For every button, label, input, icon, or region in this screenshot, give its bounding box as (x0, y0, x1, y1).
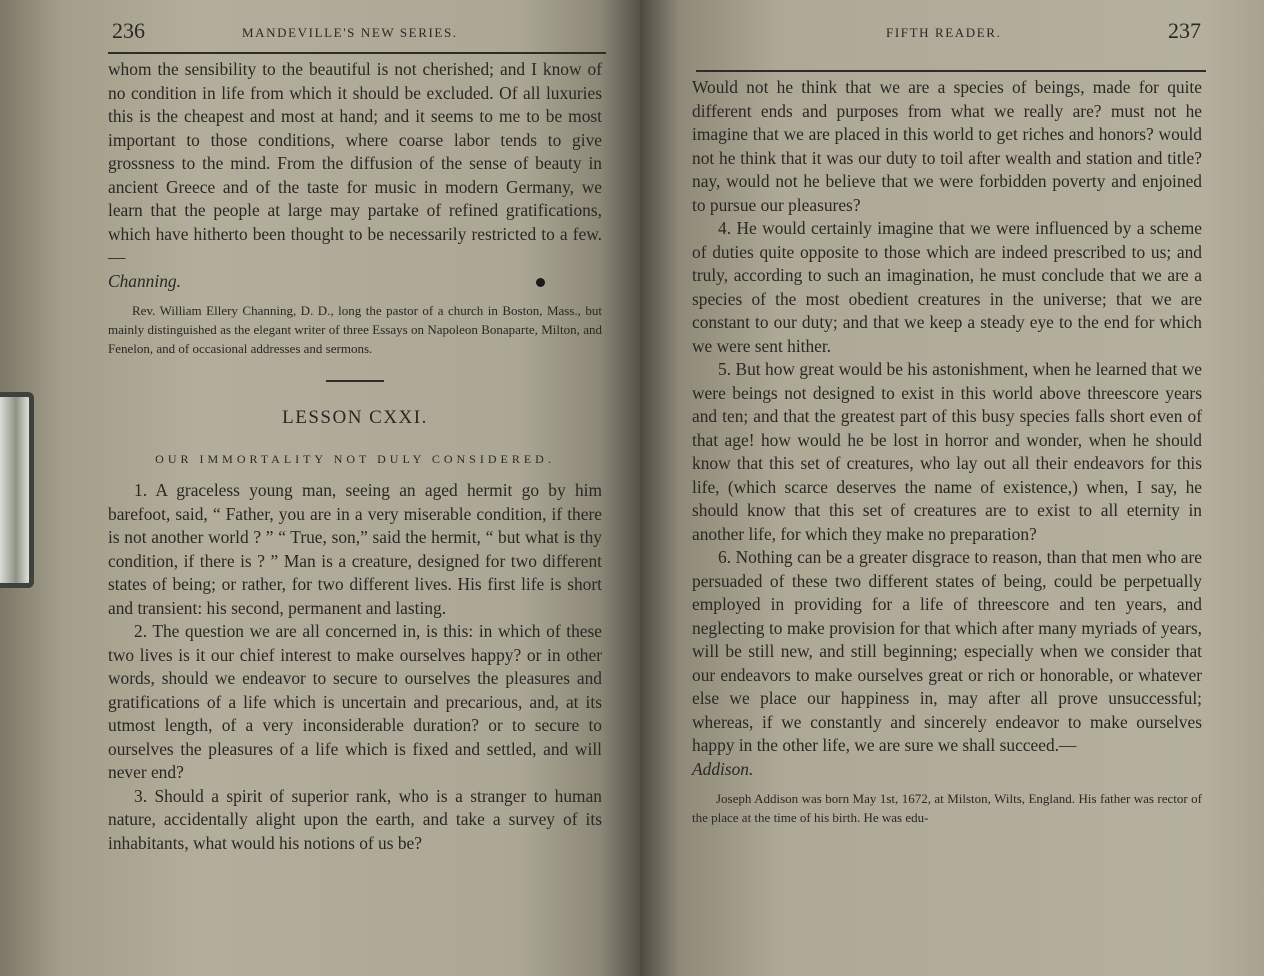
author-signature: Channing. (108, 270, 181, 291)
author-bio-note: Joseph Addison was born May 1st, 1672, at Milston, Wilts, England. His father was rector of the place at the time of his birth. He was edu- (692, 791, 1202, 825)
right-running-title: FIFTH READER. (886, 25, 1002, 40)
lesson-title: LESSON CXXI. (282, 407, 428, 428)
left-page-number: 236 (112, 18, 145, 43)
left-page-body (108, 58, 602, 855)
ink-blot (536, 278, 545, 287)
continued-paragraph: Would not he think that we are a species of beings, made for quite different ends and purposes from what we really are? must not he imagine that we are placed in this world to get riches and honors? would not he think that it was our duty to toil after wealth and station and title? nay, would not he believe that we were forbidden poverty and enjoined to pursue our pleasures? (692, 77, 1202, 215)
right-page (640, 0, 1264, 976)
right-page-number: 237 (1168, 18, 1201, 43)
section-divider (326, 380, 384, 382)
paragraph: 1. A graceless young man, seeing an aged hermit go by him barefoot, said, “ Father, you are in a very miserable condition, if there is not another world ? ” “ True, son,” said the hermit, “ but what is thy condition, if there is ? ” Man is a creature, designed for two different states of being; or rather, for two different lives. His first life is short and transient: his second, permanent and lasting. (108, 480, 602, 618)
paragraph: 6. Nothing can be a greater disgrace to reason, than that men who are persuaded of these two different states of being, could be perpetually employed in providing for a life of threescore and ten years, and neglecting to make provision for that which after many myriads of years, will be still new, and still beginning; especially when we consider that our endeavors to make ourselves great or rich or honorable, or whatever else we place our happiness in, may after all prove unsuccessful; whereas, if we constantly and sincerely endeavor to make ourselves happy in the other life, we are sure we shall succeed.— (692, 547, 1202, 755)
continued-paragraph: whom the sensibility to the beautiful is not cherished; and I know of no condition in life from which it should be excluded. Of all luxuries this is the cheapest and most at hand; and it seems to me to be most important to those conditions, where coarse labor tends to give grossness to the mind. From the diffusion of the sense of beauty in ancient Greece and of the taste for music in modern Germany, we learn that the people at large may partake of refined gratifications, which have hitherto been thought to be necessarily restricted to a few.— (108, 59, 602, 267)
author-bio-note: Rev. William Ellery Channing, D. D., long the pastor of a church in Boston, Mass., but mainly distinguished as the elegant writer of three Essays on Napoleon Bonaparte, Milton, and Fenelon, and of occasional addresses and sermons. (108, 303, 602, 356)
left-header-rule (108, 52, 606, 54)
paragraph: 2. The question we are all concerned in, is this: in which of these two lives is it our chief interest to make ourselves happy? or in other words, should we endeavor to secure to ourselves the pleasures and gratifications of a life which is uncertain and precarious, and, at its utmost length, of a very inconsiderable duration? or to secure to ourselves the pleasures of a life which is fixed and settled, and will never end? (108, 621, 602, 782)
binder-clip (0, 392, 34, 588)
author-signature: Addison. (692, 758, 754, 779)
left-running-title: MANDEVILLE'S NEW SERIES. (242, 25, 458, 40)
paragraph: 3. Should a spirit of superior rank, who is a stranger to human nature, accidentally alight upon the earth, and take a survey of its inhabitants, what would his notions of us be? (108, 785, 602, 853)
lesson-subtitle: OUR IMMORTALITY NOT DULY CONSIDERED. (155, 451, 555, 466)
right-header-rule (696, 70, 1206, 72)
left-page-header (0, 18, 640, 48)
right-page-header (640, 18, 1264, 48)
right-page-body (692, 76, 1202, 827)
paragraph: 4. He would certainly imagine that we were influenced by a scheme of duties quite opposite to those which are indeed prescribed to us; and truly, according to such an imagination, he must conclude that we are a species of the most obedient creatures in the universe; that we are constant to our duty; and that we keep a steady eye to the end for which we were sent hither. (692, 218, 1202, 356)
paragraph: 5. But how great would be his astonishment, when he learned that we were beings not designed to exist in this world above threescore years and ten; and that the greatest part of this busy species falls short even of that age! how would he be lost in horror and wonder, when he should know that this set of creatures, who lay out all their endeavors for this life, (which scarce deserves the name of existence,) when, I say, he should know that this set of creatures are to exist to all eternity in another life, for which they make no preparation? (692, 359, 1202, 544)
